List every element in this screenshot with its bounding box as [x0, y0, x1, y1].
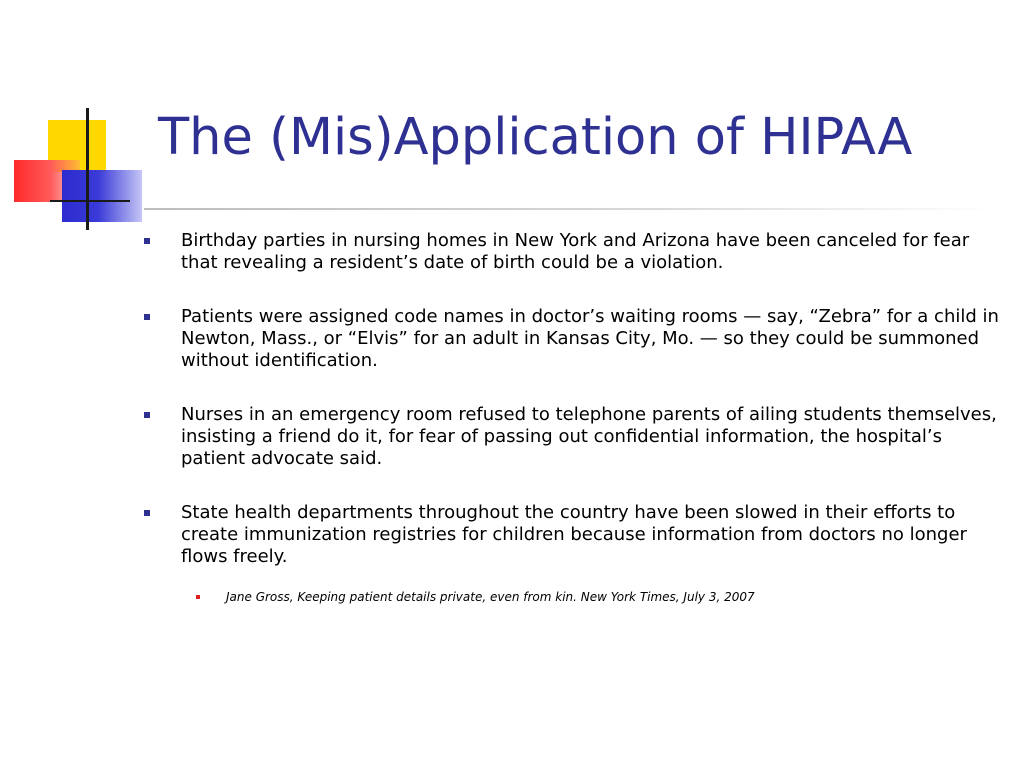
bullet-text: Nurses in an emergency room refused to telephone parents of ailing students themselves, insisting a friend do it, for fear of passing out confidential information, the hospital’s patient advocate said. [181, 404, 997, 469]
horizontal-line [50, 200, 130, 202]
slide-title: The (Mis)Application of HIPAA [158, 108, 913, 167]
bullet-square-icon [144, 510, 150, 516]
bullet-item [140, 404, 1000, 470]
bullet-list [140, 230, 1000, 568]
vertical-line [86, 108, 89, 230]
decorative-squares-logo [0, 0, 150, 240]
blue-square [62, 170, 142, 222]
bullet-square-icon [144, 238, 150, 244]
bullet-item [140, 502, 1000, 568]
title-divider [144, 208, 994, 210]
sub-bullet-square-icon [196, 595, 200, 599]
bullet-item [140, 230, 1000, 274]
bullet-text: Birthday parties in nursing homes in New York and Arizona have been canceled for fear that revealing a resident’s date of birth could be a violation. [181, 230, 970, 273]
bullet-text: State health departments throughout the country have been slowed in their efforts to create immunization registries for children because information from doctors no longer flows freely. [181, 502, 967, 567]
citation [140, 588, 1000, 606]
bullet-square-icon [144, 314, 150, 320]
bullet-square-icon [144, 412, 150, 418]
citation-text: Jane Gross, Keeping patient details private, even from kin. New York Times, July 3, 2007 [226, 590, 755, 604]
bullet-text: Patients were assigned code names in doctor’s waiting rooms — say, “Zebra” for a child in Newton, Mass., or “Elvis” for an adult in Kansas City, Mo. — so they could be summoned without identification. [181, 306, 999, 371]
slide-body [140, 230, 1000, 606]
bullet-item [140, 306, 1000, 372]
